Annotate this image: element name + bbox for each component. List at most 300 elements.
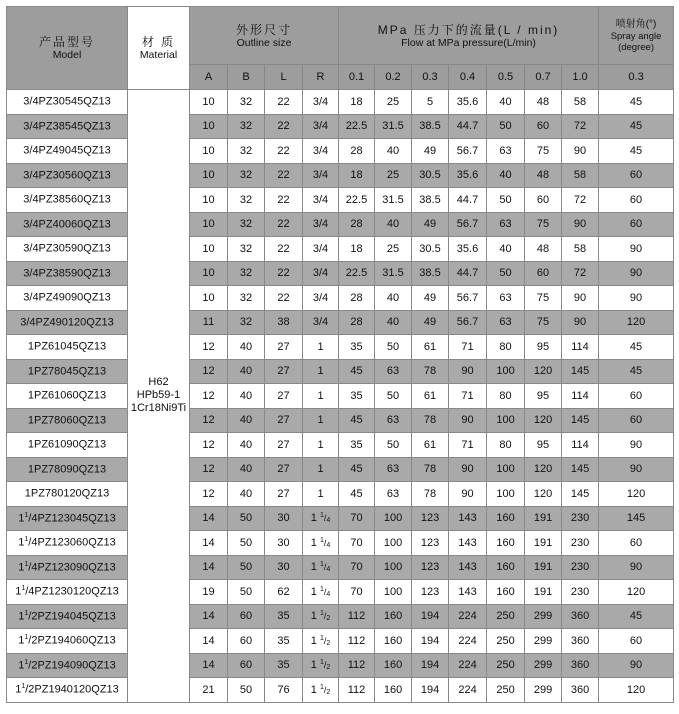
model-cell xyxy=(7,457,128,482)
spray-angle-cell: 120 xyxy=(599,678,674,703)
spray-angle-cell: 120 xyxy=(599,310,674,335)
col-p-0-5: 0.5 xyxy=(487,65,525,90)
spray-header-cn: 喷射角(°) xyxy=(615,18,657,30)
table-row xyxy=(7,629,674,654)
col-spray-pressure: 0.3 xyxy=(599,65,674,90)
dim-l-cell: 22 xyxy=(265,212,303,237)
flow-cell: 28 xyxy=(339,212,375,237)
dim-a-cell: 12 xyxy=(190,457,228,482)
flow-cell: 45 xyxy=(339,359,375,384)
flow-cell: 250 xyxy=(487,604,525,629)
flow-cell: 61 xyxy=(412,433,449,458)
flow-cell: 50 xyxy=(375,384,412,409)
flow-cell: 145 xyxy=(562,359,599,384)
dim-l-cell: 27 xyxy=(265,384,303,409)
dim-b-cell: 32 xyxy=(228,261,265,286)
flow-cell: 60 xyxy=(525,261,562,286)
flow-cell: 25 xyxy=(375,237,412,262)
model-code: 3/4PZ49090QZ13 xyxy=(23,292,111,305)
table-row xyxy=(7,555,674,580)
flow-cell: 50 xyxy=(375,335,412,360)
flow-cell: 48 xyxy=(525,237,562,262)
flow-cell: 143 xyxy=(449,506,487,531)
table-row xyxy=(7,678,674,703)
r-numerator: 1 xyxy=(319,683,324,691)
flow-cell: 75 xyxy=(525,212,562,237)
model-superscript: 1 xyxy=(24,511,29,519)
flow-cell: 75 xyxy=(525,139,562,164)
r-whole: 1 xyxy=(310,512,320,525)
flow-cell: 48 xyxy=(525,163,562,188)
dim-b-cell: 40 xyxy=(228,482,265,507)
flow-cell: 31.5 xyxy=(375,114,412,139)
model-superscript: 1 xyxy=(24,609,29,617)
dim-b-cell: 40 xyxy=(228,433,265,458)
flow-cell: 80 xyxy=(487,384,525,409)
dim-r-cell xyxy=(303,139,339,164)
table-row xyxy=(7,114,674,139)
dim-a-cell: 10 xyxy=(190,163,228,188)
col-b: B xyxy=(228,65,265,90)
spray-header xyxy=(599,7,674,65)
flow-cell: 90 xyxy=(449,359,487,384)
flow-cell: 40 xyxy=(375,139,412,164)
dim-a-cell: 10 xyxy=(190,237,228,262)
flow-cell: 160 xyxy=(487,506,525,531)
flow-cell: 63 xyxy=(375,359,412,384)
flow-cell: 75 xyxy=(525,310,562,335)
r-denominator: 2 xyxy=(326,639,331,647)
flow-cell: 63 xyxy=(487,139,525,164)
spray-angle-cell: 45 xyxy=(599,335,674,360)
flow-cell: 35 xyxy=(339,335,375,360)
dim-r-cell xyxy=(303,114,339,139)
dim-b-cell: 60 xyxy=(228,629,265,654)
flow-cell: 18 xyxy=(339,237,375,262)
dim-l-cell: 30 xyxy=(265,506,303,531)
table-row xyxy=(7,188,674,213)
model-cell xyxy=(7,629,128,654)
col-p-0-2: 0.2 xyxy=(375,65,412,90)
model-code: /4PZ1230120QZ13 xyxy=(25,586,119,599)
dim-r-cell xyxy=(303,457,339,482)
dim-r-cell xyxy=(303,188,339,213)
dim-r-cell xyxy=(303,678,339,703)
flow-cell: 50 xyxy=(487,114,525,139)
model-cell xyxy=(7,310,128,335)
flow-cell: 112 xyxy=(339,604,375,629)
model-code: 1PZ61045QZ13 xyxy=(27,341,107,354)
flow-cell: 114 xyxy=(562,433,599,458)
dim-b-cell: 32 xyxy=(228,310,265,335)
flow-cell: 123 xyxy=(412,580,449,605)
spray-angle-cell: 60 xyxy=(599,408,674,433)
flow-cell: 40 xyxy=(487,90,525,115)
r-denominator: 4 xyxy=(326,590,331,598)
dim-r-cell xyxy=(303,580,339,605)
model-cell xyxy=(7,482,128,507)
r-whole: 1 xyxy=(310,536,320,549)
spray-angle-cell: 45 xyxy=(599,90,674,115)
flow-cell: 63 xyxy=(375,457,412,482)
dim-b-cell: 32 xyxy=(228,286,265,311)
r-slash: / xyxy=(323,660,327,671)
model-cell xyxy=(7,555,128,580)
flow-cell: 49 xyxy=(412,139,449,164)
model-code: 3/4PZ38545QZ13 xyxy=(23,120,111,133)
model-superscript: 1 xyxy=(21,683,26,691)
dim-b-cell: 32 xyxy=(228,114,265,139)
model-code: 3/4PZ30560QZ13 xyxy=(23,169,111,182)
flow-cell: 56.7 xyxy=(449,286,487,311)
model-superscript: 1 xyxy=(24,536,29,544)
spray-angle-cell: 90 xyxy=(599,286,674,311)
flow-cell: 63 xyxy=(487,310,525,335)
flow-cell: 191 xyxy=(525,580,562,605)
flow-cell: 78 xyxy=(412,457,449,482)
dim-r-cell xyxy=(303,482,339,507)
header-row xyxy=(7,7,674,65)
flow-cell: 224 xyxy=(449,653,487,678)
r-whole: 1 xyxy=(317,463,324,476)
spray-angle-cell: 60 xyxy=(599,384,674,409)
flow-cell: 160 xyxy=(375,653,412,678)
flow-cell: 75 xyxy=(525,286,562,311)
flow-cell: 112 xyxy=(339,653,375,678)
dim-l-cell: 22 xyxy=(265,139,303,164)
dim-r-cell xyxy=(303,212,339,237)
dim-l-cell: 35 xyxy=(265,604,303,629)
spray-angle-cell: 60 xyxy=(599,188,674,213)
table-row xyxy=(7,359,674,384)
flow-cell: 90 xyxy=(562,212,599,237)
flow-cell: 71 xyxy=(449,384,487,409)
r-whole: 1 xyxy=(317,340,324,353)
table-row xyxy=(7,212,674,237)
spray-angle-cell: 120 xyxy=(599,482,674,507)
model-cell xyxy=(7,531,128,556)
flow-cell: 35 xyxy=(339,433,375,458)
outline-header xyxy=(190,7,339,65)
model-code: 3/4PZ30545QZ13 xyxy=(23,96,111,109)
dim-a-cell: 12 xyxy=(190,335,228,360)
spray-angle-cell: 145 xyxy=(599,506,674,531)
flow-cell: 143 xyxy=(449,531,487,556)
model-code: 1PZ61060QZ13 xyxy=(27,390,107,403)
table-body xyxy=(7,90,674,703)
flow-cell: 70 xyxy=(339,531,375,556)
flow-cell: 194 xyxy=(412,629,449,654)
table-row xyxy=(7,139,674,164)
model-code: /4PZ123090QZ13 xyxy=(28,561,116,574)
flow-cell: 90 xyxy=(449,482,487,507)
dim-l-cell: 30 xyxy=(265,555,303,580)
r-numerator: 1 xyxy=(319,634,324,642)
flow-cell: 48 xyxy=(525,90,562,115)
flow-cell: 18 xyxy=(339,163,375,188)
outline-header-en: Outline size xyxy=(236,36,292,49)
r-whole: 1 xyxy=(317,389,324,402)
model-cell xyxy=(7,188,128,213)
dim-r-cell xyxy=(303,531,339,556)
dim-b-cell: 60 xyxy=(228,653,265,678)
material-header-en: Material xyxy=(139,49,178,61)
flow-cell: 299 xyxy=(525,604,562,629)
model-code: /4PZ123045QZ13 xyxy=(28,512,116,525)
dim-r-cell xyxy=(303,384,339,409)
dim-l-cell: 22 xyxy=(265,188,303,213)
table-row xyxy=(7,531,674,556)
flow-cell: 360 xyxy=(562,629,599,654)
dim-l-cell: 76 xyxy=(265,678,303,703)
flow-cell: 25 xyxy=(375,90,412,115)
dim-b-cell: 40 xyxy=(228,359,265,384)
table-row xyxy=(7,580,674,605)
dim-a-cell: 12 xyxy=(190,408,228,433)
dim-l-cell: 22 xyxy=(265,261,303,286)
col-r: R xyxy=(303,65,339,90)
model-header xyxy=(7,7,128,90)
flow-cell: 60 xyxy=(525,114,562,139)
dim-r-cell xyxy=(303,261,339,286)
flow-cell: 50 xyxy=(487,261,525,286)
dim-r-cell xyxy=(303,629,339,654)
dim-b-cell: 50 xyxy=(228,580,265,605)
flow-cell: 72 xyxy=(562,188,599,213)
r-slash: / xyxy=(323,513,327,524)
dim-l-cell: 22 xyxy=(265,286,303,311)
flow-cell: 160 xyxy=(375,604,412,629)
dim-a-cell: 12 xyxy=(190,384,228,409)
flow-cell: 160 xyxy=(487,580,525,605)
flow-cell: 40 xyxy=(375,310,412,335)
dim-l-cell: 62 xyxy=(265,580,303,605)
flow-cell: 250 xyxy=(487,629,525,654)
model-code: /2PZ194060QZ13 xyxy=(28,635,116,648)
flow-cell: 38.5 xyxy=(412,188,449,213)
r-denominator: 4 xyxy=(326,541,331,549)
dim-r-cell xyxy=(303,90,339,115)
col-p-0-7: 0.7 xyxy=(525,65,562,90)
table-row xyxy=(7,163,674,188)
flow-cell: 18 xyxy=(339,90,375,115)
model-cell xyxy=(7,139,128,164)
flow-cell: 45 xyxy=(339,408,375,433)
flow-cell: 100 xyxy=(487,457,525,482)
dim-b-cell: 32 xyxy=(228,212,265,237)
material-line: HPb59-1 xyxy=(136,389,181,402)
dim-r-cell xyxy=(303,506,339,531)
spray-angle-cell: 90 xyxy=(599,261,674,286)
r-whole: 3/4 xyxy=(312,144,329,157)
dim-b-cell: 40 xyxy=(228,384,265,409)
dim-b-cell: 50 xyxy=(228,531,265,556)
flow-cell: 95 xyxy=(525,384,562,409)
r-slash: / xyxy=(323,562,327,573)
dim-a-cell: 14 xyxy=(190,506,228,531)
flow-cell: 90 xyxy=(449,457,487,482)
flow-cell: 160 xyxy=(487,531,525,556)
r-numerator: 1 xyxy=(319,659,324,667)
model-cell xyxy=(7,212,128,237)
model-code: 3/4PZ38560QZ13 xyxy=(23,194,111,207)
dim-a-cell: 12 xyxy=(190,482,228,507)
flow-cell: 230 xyxy=(562,555,599,580)
material-header-cn: 材 质 xyxy=(141,35,176,49)
dim-b-cell: 60 xyxy=(228,604,265,629)
model-prefix: 1 xyxy=(15,684,22,697)
flow-cell: 60 xyxy=(525,188,562,213)
model-cell xyxy=(7,384,128,409)
flow-cell: 90 xyxy=(562,139,599,164)
model-header-cn: 产品型号 xyxy=(38,35,95,49)
flow-cell: 145 xyxy=(562,482,599,507)
dim-b-cell: 32 xyxy=(228,237,265,262)
r-whole: 1 xyxy=(310,683,320,696)
dim-l-cell: 27 xyxy=(265,457,303,482)
r-whole: 1 xyxy=(310,585,320,598)
flow-cell: 58 xyxy=(562,237,599,262)
flow-cell: 40 xyxy=(375,286,412,311)
flow-cell: 38.5 xyxy=(412,261,449,286)
flow-cell: 63 xyxy=(375,408,412,433)
dim-l-cell: 22 xyxy=(265,114,303,139)
model-cell xyxy=(7,433,128,458)
flow-cell: 56.7 xyxy=(449,310,487,335)
flow-cell: 5 xyxy=(412,90,449,115)
flow-cell: 100 xyxy=(487,359,525,384)
flow-cell: 49 xyxy=(412,310,449,335)
model-prefix: 1 xyxy=(18,610,25,623)
flow-cell: 40 xyxy=(487,237,525,262)
material-cell xyxy=(128,90,190,703)
spray-angle-cell: 90 xyxy=(599,555,674,580)
r-slash: / xyxy=(323,586,327,597)
flow-cell: 56.7 xyxy=(449,139,487,164)
model-code: 3/4PZ40060QZ13 xyxy=(23,218,111,231)
dim-l-cell: 22 xyxy=(265,163,303,188)
flow-cell: 194 xyxy=(412,678,449,703)
r-whole: 1 xyxy=(310,610,320,623)
flow-cell: 22.5 xyxy=(339,114,375,139)
col-p-0-4: 0.4 xyxy=(449,65,487,90)
spray-angle-cell: 45 xyxy=(599,114,674,139)
r-denominator: 4 xyxy=(326,566,331,574)
model-superscript: 1 xyxy=(24,560,29,568)
dim-b-cell: 50 xyxy=(228,555,265,580)
model-code: /4PZ123060QZ13 xyxy=(28,537,116,550)
r-whole: 3/4 xyxy=(312,267,329,280)
spray-header-en: Spray angle xyxy=(610,30,662,42)
flow-cell: 224 xyxy=(449,678,487,703)
flow-cell: 299 xyxy=(525,629,562,654)
flow-cell: 250 xyxy=(487,678,525,703)
flow-cell: 22.5 xyxy=(339,261,375,286)
r-slash: / xyxy=(323,537,327,548)
r-denominator: 2 xyxy=(326,615,331,623)
r-denominator: 2 xyxy=(326,688,331,696)
flow-cell: 61 xyxy=(412,384,449,409)
flow-cell: 35.6 xyxy=(449,90,487,115)
dim-a-cell: 19 xyxy=(190,580,228,605)
dim-a-cell: 11 xyxy=(190,310,228,335)
spray-header-unit: (degree) xyxy=(618,41,654,53)
flow-cell: 40 xyxy=(375,212,412,237)
flow-cell: 112 xyxy=(339,629,375,654)
dim-a-cell: 14 xyxy=(190,653,228,678)
dim-r-cell xyxy=(303,555,339,580)
spray-angle-cell: 120 xyxy=(599,580,674,605)
spray-angle-cell: 90 xyxy=(599,433,674,458)
model-prefix: 1 xyxy=(15,586,22,599)
r-numerator: 1 xyxy=(319,610,324,618)
r-whole: 3/4 xyxy=(312,242,329,255)
model-code: 3/4PZ30590QZ13 xyxy=(23,243,111,256)
flow-cell: 114 xyxy=(562,335,599,360)
dim-l-cell: 35 xyxy=(265,653,303,678)
model-code: 3/4PZ49045QZ13 xyxy=(23,145,111,158)
dim-l-cell: 27 xyxy=(265,408,303,433)
dim-l-cell: 27 xyxy=(265,433,303,458)
dim-l-cell: 38 xyxy=(265,310,303,335)
flow-cell: 30.5 xyxy=(412,163,449,188)
flow-cell: 28 xyxy=(339,310,375,335)
r-whole: 1 xyxy=(317,414,324,427)
model-code: /2PZ194045QZ13 xyxy=(28,610,116,623)
r-whole: 3/4 xyxy=(312,291,329,304)
flow-cell: 30.5 xyxy=(412,237,449,262)
r-numerator: 1 xyxy=(319,536,324,544)
flow-cell: 100 xyxy=(375,555,412,580)
model-cell xyxy=(7,163,128,188)
flow-header xyxy=(339,7,599,65)
spray-angle-cell: 60 xyxy=(599,531,674,556)
flow-cell: 120 xyxy=(525,457,562,482)
table-row xyxy=(7,310,674,335)
flow-cell: 123 xyxy=(412,555,449,580)
r-slash: / xyxy=(323,684,327,695)
col-l: L xyxy=(265,65,303,90)
flow-cell: 56.7 xyxy=(449,212,487,237)
flow-cell: 31.5 xyxy=(375,188,412,213)
flow-cell: 63 xyxy=(487,212,525,237)
model-prefix: 1 xyxy=(18,512,25,525)
flow-cell: 63 xyxy=(487,286,525,311)
table-row xyxy=(7,653,674,678)
dim-l-cell: 27 xyxy=(265,359,303,384)
flow-cell: 100 xyxy=(375,531,412,556)
dim-a-cell: 10 xyxy=(190,90,228,115)
model-prefix: 1 xyxy=(18,635,25,648)
flow-cell: 71 xyxy=(449,433,487,458)
r-denominator: 2 xyxy=(326,664,331,672)
flow-cell: 70 xyxy=(339,580,375,605)
dim-b-cell: 40 xyxy=(228,335,265,360)
spray-angle-cell: 60 xyxy=(599,212,674,237)
dim-a-cell: 10 xyxy=(190,286,228,311)
flow-cell: 49 xyxy=(412,286,449,311)
model-code: 3/4PZ38590QZ13 xyxy=(23,267,111,280)
flow-cell: 58 xyxy=(562,90,599,115)
flow-cell: 299 xyxy=(525,678,562,703)
model-prefix: 1 xyxy=(18,659,25,672)
flow-cell: 194 xyxy=(412,604,449,629)
r-whole: 1 xyxy=(317,365,324,378)
flow-cell: 120 xyxy=(525,408,562,433)
table-row xyxy=(7,482,674,507)
dim-l-cell: 27 xyxy=(265,335,303,360)
r-whole: 3/4 xyxy=(312,316,329,329)
